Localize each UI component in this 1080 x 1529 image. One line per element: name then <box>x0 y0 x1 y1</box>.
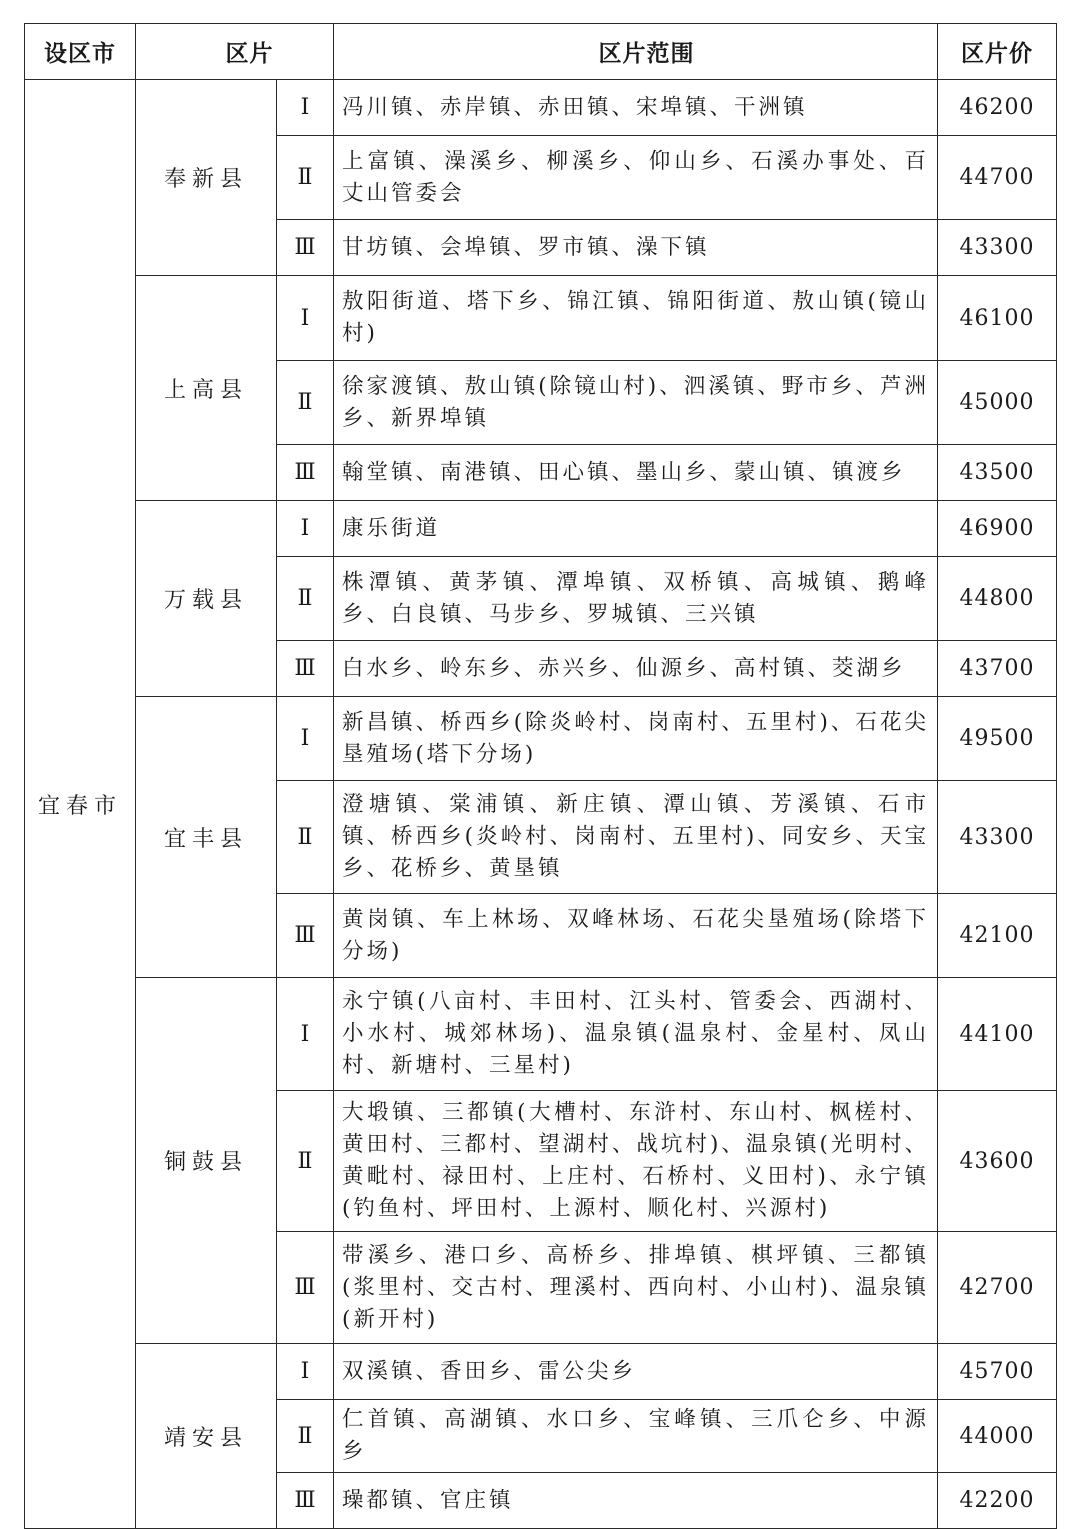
price-cell: 43500 <box>938 445 1057 501</box>
tier-cell: Ⅲ <box>277 220 334 276</box>
range-cell: 新昌镇、桥西乡(除炎岭村、岗南村、五里村)、石花尖垦殖场(塔下分场) <box>334 697 938 781</box>
city-cell: 宜春市 <box>25 80 136 1529</box>
tier-cell: Ⅱ <box>277 136 334 220</box>
header-zone: 区片 <box>136 24 334 80</box>
tier-cell: Ⅱ <box>277 361 334 445</box>
price-cell: 43300 <box>938 220 1057 276</box>
tier-cell: Ⅱ <box>277 557 334 641</box>
range-cell: 康乐街道 <box>334 501 938 557</box>
price-cell: 44700 <box>938 136 1057 220</box>
range-cell: 甘坊镇、会埠镇、罗市镇、澡下镇 <box>334 220 938 276</box>
price-cell: 46200 <box>938 80 1057 136</box>
range-cell: 璪都镇、官庄镇 <box>334 1473 938 1529</box>
range-cell: 徐家渡镇、敖山镇(除镜山村)、泗溪镇、野市乡、芦洲乡、新界埠镇 <box>334 361 938 445</box>
tier-cell: Ⅰ <box>277 1344 334 1400</box>
price-cell: 43700 <box>938 641 1057 697</box>
range-cell: 永宁镇(八亩村、丰田村、江头村、管委会、西湖村、小水村、城郊林场)、温泉镇(温泉村、金星村、凤山村、新塘村、三星村) <box>334 978 938 1091</box>
range-cell: 株潭镇、黄茅镇、潭埠镇、双桥镇、高城镇、鹅峰乡、白良镇、马步乡、罗城镇、三兴镇 <box>334 557 938 641</box>
county-cell: 铜鼓县 <box>136 978 277 1344</box>
price-cell: 42200 <box>938 1473 1057 1529</box>
range-cell: 敖阳街道、塔下乡、锦江镇、锦阳街道、敖山镇(镜山村) <box>334 276 938 361</box>
tier-cell: Ⅰ <box>277 80 334 136</box>
table-row <box>25 978 1057 1091</box>
price-cell: 45700 <box>938 1344 1057 1400</box>
tier-cell: Ⅲ <box>277 445 334 501</box>
price-cell: 43600 <box>938 1091 1057 1232</box>
range-cell: 翰堂镇、南港镇、田心镇、墨山乡、蒙山镇、镇渡乡 <box>334 445 938 501</box>
tier-cell: Ⅰ <box>277 697 334 781</box>
county-cell: 奉新县 <box>136 80 277 276</box>
tier-cell: Ⅱ <box>277 781 334 894</box>
price-cell: 43300 <box>938 781 1057 894</box>
table-row <box>25 1344 1057 1400</box>
tier-cell: Ⅰ <box>277 978 334 1091</box>
price-cell: 44000 <box>938 1400 1057 1473</box>
range-cell: 白水乡、岭东乡、赤兴乡、仙源乡、高村镇、茭湖乡 <box>334 641 938 697</box>
county-cell: 上高县 <box>136 276 277 501</box>
price-cell: 44800 <box>938 557 1057 641</box>
county-cell: 靖安县 <box>136 1344 277 1529</box>
price-cell: 42100 <box>938 894 1057 978</box>
range-cell: 冯川镇、赤岸镇、赤田镇、宋埠镇、干洲镇 <box>334 80 938 136</box>
range-cell: 上富镇、澡溪乡、柳溪乡、仰山乡、石溪办事处、百丈山管委会 <box>334 136 938 220</box>
tier-cell: Ⅱ <box>277 1400 334 1473</box>
tier-cell: Ⅰ <box>277 501 334 557</box>
table-row <box>25 501 1057 557</box>
price-cell: 45000 <box>938 361 1057 445</box>
table-row <box>25 80 1057 136</box>
range-cell: 黄岗镇、车上林场、双峰林场、石花尖垦殖场(除塔下分场) <box>334 894 938 978</box>
range-cell: 大塅镇、三都镇(大槽村、东浒村、东山村、枫槎村、黄田村、三都村、望湖村、战坑村)、温泉镇(光明村、黄毗村、禄田村、上庄村、石桥村、义田村)、永宁镇(钓鱼村、坪田村、上源村、顺化村、兴源村) <box>334 1091 938 1232</box>
header-price: 区片价 <box>938 24 1057 80</box>
range-cell: 双溪镇、香田乡、雷公尖乡 <box>334 1344 938 1400</box>
range-cell: 带溪乡、港口乡、高桥乡、排埠镇、棋坪镇、三都镇(浆里村、交古村、理溪村、西向村、小山村)、温泉镇(新开村) <box>334 1232 938 1344</box>
range-cell: 澄塘镇、棠浦镇、新庄镇、潭山镇、芳溪镇、石市镇、桥西乡(炎岭村、岗南村、五里村)、同安乡、天宝乡、花桥乡、黄垦镇 <box>334 781 938 894</box>
price-cell: 42700 <box>938 1232 1057 1344</box>
price-cell: 49500 <box>938 697 1057 781</box>
tier-cell: Ⅱ <box>277 1091 334 1232</box>
table-row <box>25 697 1057 781</box>
header-city: 设区市 <box>25 24 136 80</box>
header-range: 区片范围 <box>334 24 938 80</box>
price-cell: 46100 <box>938 276 1057 361</box>
county-cell: 宜丰县 <box>136 697 277 978</box>
tier-cell: Ⅲ <box>277 1473 334 1529</box>
land-price-table <box>24 23 1057 1529</box>
price-cell: 44100 <box>938 978 1057 1091</box>
price-cell: 46900 <box>938 501 1057 557</box>
tier-cell: Ⅲ <box>277 641 334 697</box>
tier-cell: Ⅲ <box>277 894 334 978</box>
tier-cell: Ⅲ <box>277 1232 334 1344</box>
county-cell: 万载县 <box>136 501 277 697</box>
tier-cell: Ⅰ <box>277 276 334 361</box>
header-row <box>25 24 1057 80</box>
table-row <box>25 276 1057 361</box>
range-cell: 仁首镇、高湖镇、水口乡、宝峰镇、三爪仑乡、中源乡 <box>334 1400 938 1473</box>
